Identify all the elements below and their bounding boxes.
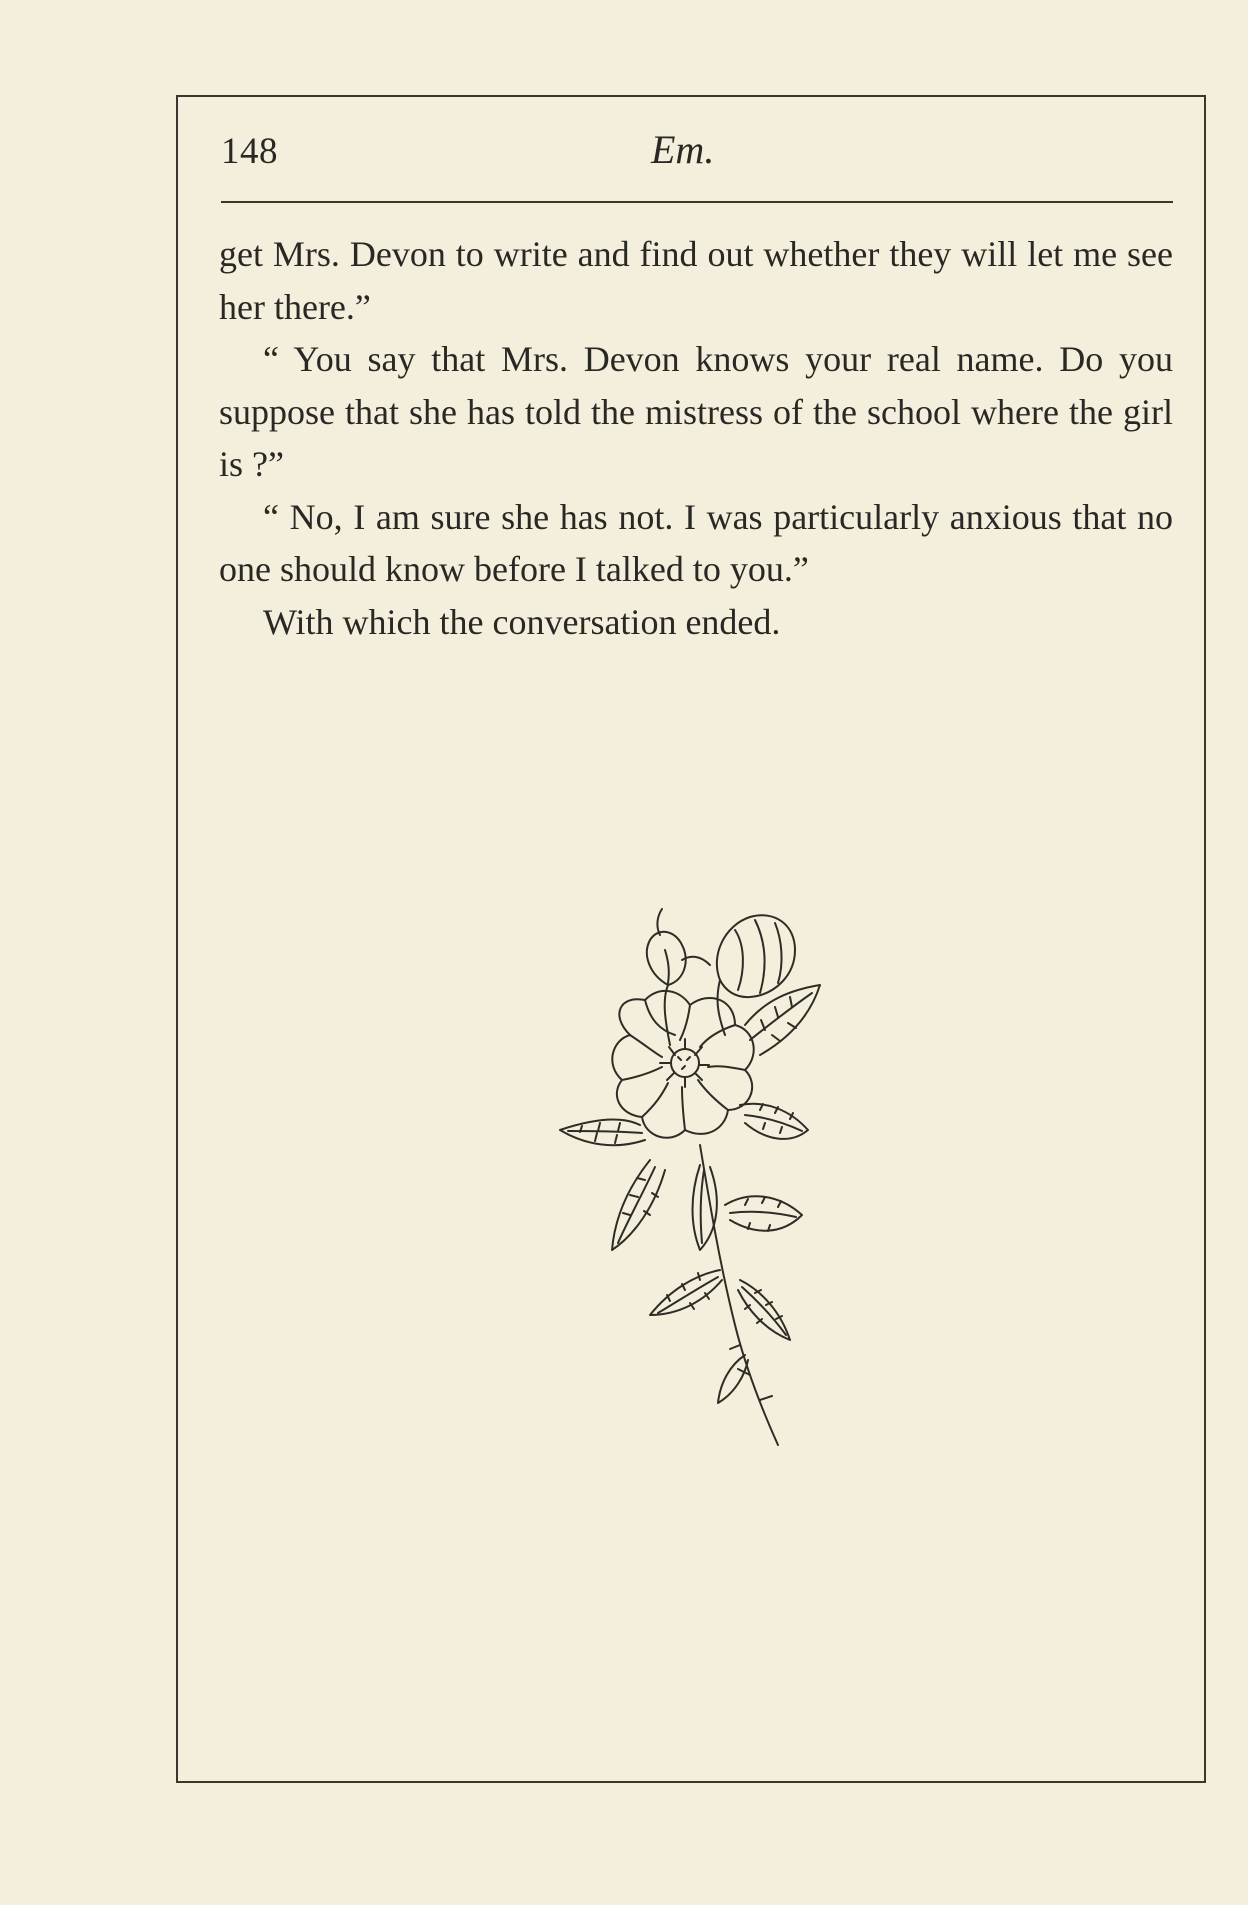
paragraph: “ No, I am sure she has not. I was particularly anxious that no one should know before I talked to you.” [219, 496, 1173, 589]
running-title: Em. [651, 127, 715, 172]
paragraph: get Mrs. Devon to write and find out whether they will let me see her there.” [219, 234, 1173, 327]
running-head [221, 126, 1173, 176]
paragraph: With which the conversation ended. [263, 601, 781, 642]
page-number: 148 [221, 131, 278, 172]
header-rule [221, 201, 1173, 203]
paragraph: “ You say that Mrs. Devon knows your real name. Do you suppose that she has told the mistress of the school where the girl is ?” [219, 339, 1173, 484]
rose-branch-icon [550, 905, 870, 1455]
body-text [219, 228, 1173, 648]
